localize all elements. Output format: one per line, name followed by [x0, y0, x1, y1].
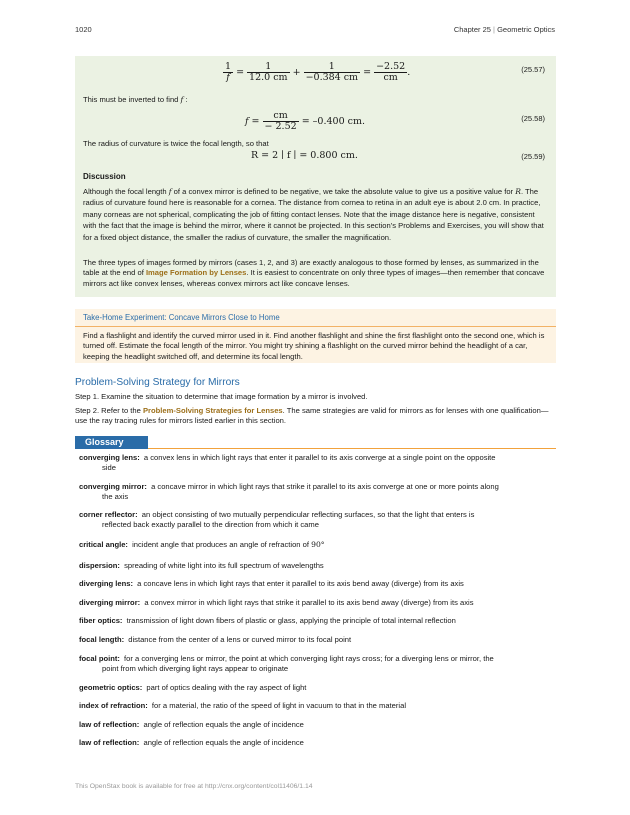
equation-25-59: R = 2 ∣ f ∣ = 0.800 cm. [251, 150, 358, 161]
glossary-entry: law of reflection: angle of reflection equals the angle of incidence [79, 720, 304, 729]
strategy-step-1: Step 1. Examine the situation to determine that image formation by a mirror is involved. [75, 392, 368, 401]
discussion-paragraph-2: The three types of images formed by mirrors (cases 1, 2, and 3) are exactly analogous to those formed by lenses, as summarized in the table at the end of Image Formation by Lenses. It is easiest to concentrate on only three types of images—then remember that concave mirrors act like convex lenses, whereas convex mirrors act like concave lenses. [83, 258, 545, 288]
glossary-entry: geometric optics: part of optics dealing with the ray aspect of light [79, 683, 307, 692]
glossary-entry: diverging mirror: a convex mirror in which light rays that strike it parallel to its axis bend away (diverge) from its axis [79, 598, 474, 607]
glossary-entry: converging mirror: a concave mirror in which light rays that strike it parallel to its axis converge at one or more points along the axis [79, 482, 499, 502]
equation-25-57: $\frac{1}{f}$ = $\frac{1}{12.0 cm}$ + $\frac{1}{-0.384 cm}$ = $\frac{-2.52}{cm}$ . [225, 61, 411, 83]
equation-number: (25.57) [521, 65, 545, 74]
page-number: 1020 [75, 25, 92, 34]
strategy-step-2: Step 2. Refer to the Problem-Solving Strategies for Lenses. The same strategies are valid for mirrors as for lenses with one qualification—use the ray tracing rules for mirrors listed earlier in this section. [75, 406, 549, 426]
invert-text: This must be inverted to find f : [83, 95, 188, 104]
glossary-entry: dispersion: spreading of white light into its full spectrum of wavelengths [79, 561, 324, 570]
section-label: Geometric Optics [497, 25, 555, 34]
glossary-entry: law of reflection: angle of reflection equals the angle of incidence [79, 738, 304, 747]
problem-solving-lenses-link[interactable]: Problem-Solving Strategies for Lenses [142, 406, 283, 415]
glossary-entry: focal length: distance from the center of a lens or curved mirror to its focal point [79, 635, 352, 644]
take-home-title: Take-Home Experiment: Concave Mirrors Close to Home [83, 313, 280, 322]
equation-number: (25.59) [521, 152, 545, 161]
glossary-header [75, 436, 556, 449]
equation-number: (25.58) [521, 114, 545, 123]
equation-25-58: f = $\frac{cm}{- 2.52}$ = –0.400 cm. [245, 110, 365, 132]
glossary-entry: critical angle: incident angle that produces an angle of refraction of 90° [79, 540, 325, 549]
divider [75, 326, 556, 327]
glossary-entry: corner reflector: an object consisting of two mutually perpendicular reflecting surfaces, so that the light that enters is reflected back exactly parallel to the direction from which it came [79, 510, 475, 530]
take-home-body: Find a flashlight and identify the curved mirror used in it. Find another flashlight and shine the first flashlight onto the second one, which is turned off. Estimate the focal length of the mirror. You might try shining a flashlight on the curved mirror behind the headlight of a car, keeping the headlight switched off, and determine its focal length. [83, 331, 545, 361]
example-box [75, 56, 556, 297]
radius-text: The radius of curvature is twice the focal length, so that [83, 139, 269, 148]
glossary-entry: converging lens: a convex lens in which light rays that enter it parallel to its axis converge at a single point on the opposite side [79, 453, 496, 473]
glossary-entry: fiber optics: transmission of light down fibers of plastic or glass, applying the principle of total internal reflection [79, 616, 456, 625]
footer-text: This OpenStax book is available for free at http://cnx.org/content/col11406/1.14 [75, 783, 313, 790]
glossary-entry: index of refraction: for a material, the ratio of the speed of light in vacuum to that in the material [79, 701, 407, 710]
discussion-paragraph-1: Although the focal length f of a convex mirror is defined to be negative, we take the absolute value to give us a positive value for R. The radius of curvature found here is reasonable for a cornea. The distance from cornea to retina in an adult eye is about 2.0 cm. In practice, many corneas are not spherical, complicating the job of fitting contact lenses. Note that the image distance here is negative, consistent with the fact that the image is behind the mirror, where it cannot be projected. In this section’s Problems and Exercises, you will show that for a fixed object distance, the smaller the radius of curvature, the smaller the magnification. [83, 187, 544, 242]
running-header: Chapter 25 | Geometric Optics [453, 25, 555, 34]
take-home-experiment-box [75, 309, 556, 363]
glossary-heading: Glossary [75, 436, 148, 449]
discussion-heading: Discussion [83, 172, 126, 181]
chapter-label: Chapter 25 [453, 25, 491, 34]
image-formation-link[interactable]: Image Formation by Lenses [145, 268, 247, 278]
glossary-entry: focal point: for a converging lens or mirror, the point at which converging light rays cross; for a diverging lens or mirror, the point from which diverging light rays appear to originate [79, 654, 494, 674]
strategy-title: Problem-Solving Strategy for Mirrors [75, 377, 240, 388]
glossary-entry: diverging lens: a concave lens in which light rays that enter it parallel to its axis bend away (diverge) from its axis [79, 579, 464, 588]
